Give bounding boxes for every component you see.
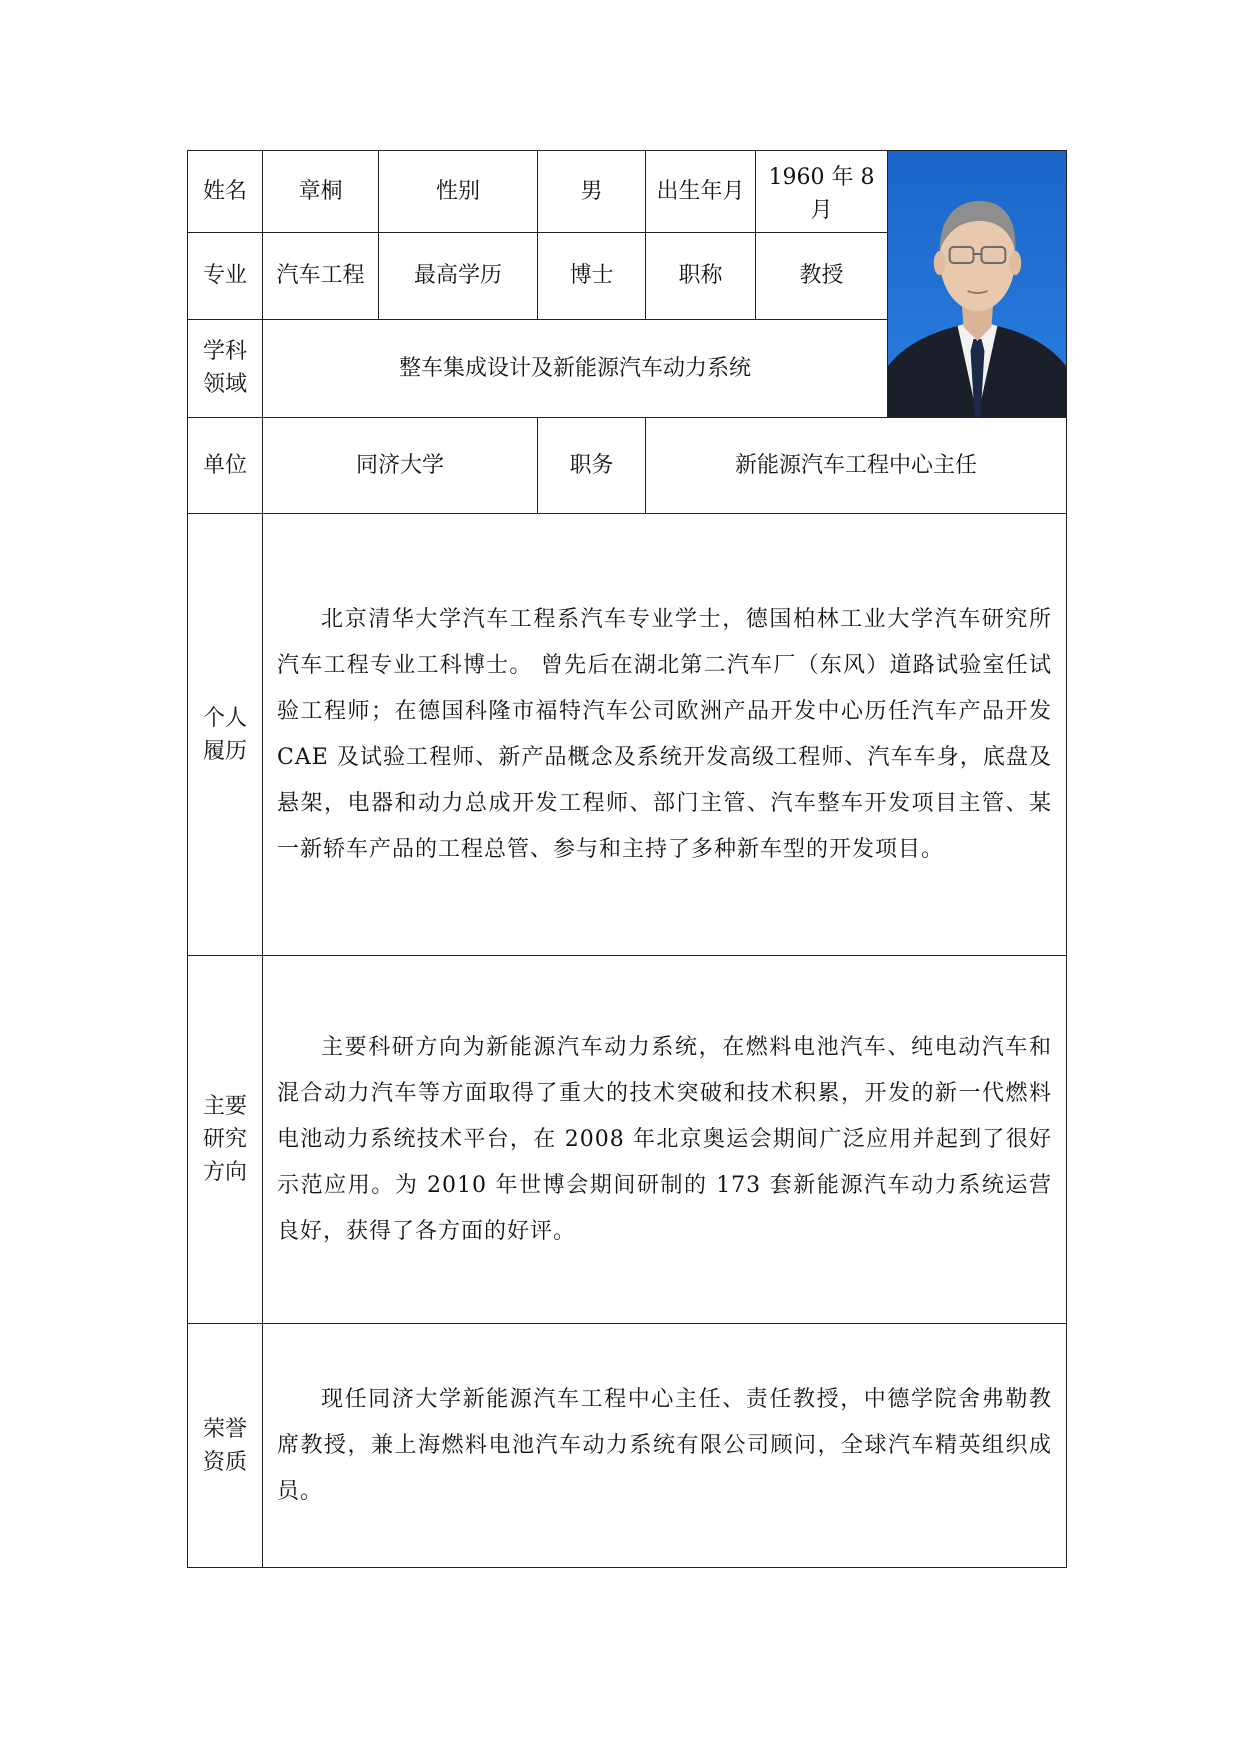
honors-cell	[263, 1324, 1067, 1568]
field-label: 学科领域	[188, 319, 263, 417]
name-label: 姓名	[188, 151, 263, 233]
honors-text: 现任同济大学新能源汽车工程中心主任、责任教授，中德学院舍弗勒教席教授，兼上海燃料电池汽车动力系统有限公司顾问，全球汽车精英组织成员。	[277, 1386, 1052, 1504]
resume-label: 个人履历	[188, 514, 263, 956]
profile-table	[187, 150, 1067, 1568]
birth-value: 1960 年 8 月	[756, 151, 888, 233]
portrait-photo-cell	[888, 151, 1067, 418]
name-value: 章桐	[263, 151, 379, 233]
gender-label: 性别	[379, 151, 538, 233]
position-label: 职务	[538, 418, 646, 514]
birth-label: 出生年月	[646, 151, 756, 233]
research-label: 主要研究方向	[188, 956, 263, 1324]
resume-cell	[263, 514, 1067, 956]
title-label: 职称	[646, 233, 756, 319]
degree-label: 最高学历	[379, 233, 538, 319]
gender-value: 男	[538, 151, 646, 233]
unit-value: 同济大学	[263, 418, 538, 514]
position-value: 新能源汽车工程中心主任	[646, 418, 1067, 514]
field-value: 整车集成设计及新能源汽车动力系统	[263, 319, 888, 417]
unit-label: 单位	[188, 418, 263, 514]
honors-label: 荣誉资质	[188, 1324, 263, 1568]
research-text: 主要科研方向为新能源汽车动力系统，在燃料电池汽车、纯电动汽车和混合动力汽车等方面取得了重大的技术突破和技术积累，开发的新一代燃料电池动力系统技术平台，在 2008 年北京奥运会期间广泛应用并起到了很好示范应用。为 2010 年世博会期间研制的 173 套新能源汽车动力系统运营良好，获得了各方面的好评。	[277, 1034, 1052, 1244]
degree-value: 博士	[538, 233, 646, 319]
portrait-photo	[888, 151, 1066, 417]
major-label: 专业	[188, 233, 263, 319]
resume-text: 北京清华大学汽车工程系汽车专业学士，德国柏林工业大学汽车研究所汽车工程专业工科博士。 曾先后在湖北第二汽车厂（东风）道路试验室任试验工程师；在德国科隆市福特汽车公司欧洲产品开发中心历任汽车产品开发 CAE 及试验工程师、新产品概念及系统开发高级工程师、汽车车身，底盘及悬架，电器和动力总成开发工程师、部门主管、汽车整车开发项目主管、某一新轿车产品的工程总管、参与和主持了多种新车型的开发项目。	[277, 606, 1052, 862]
research-cell	[263, 956, 1067, 1324]
title-value: 教授	[756, 233, 888, 319]
major-value: 汽车工程	[263, 233, 379, 319]
